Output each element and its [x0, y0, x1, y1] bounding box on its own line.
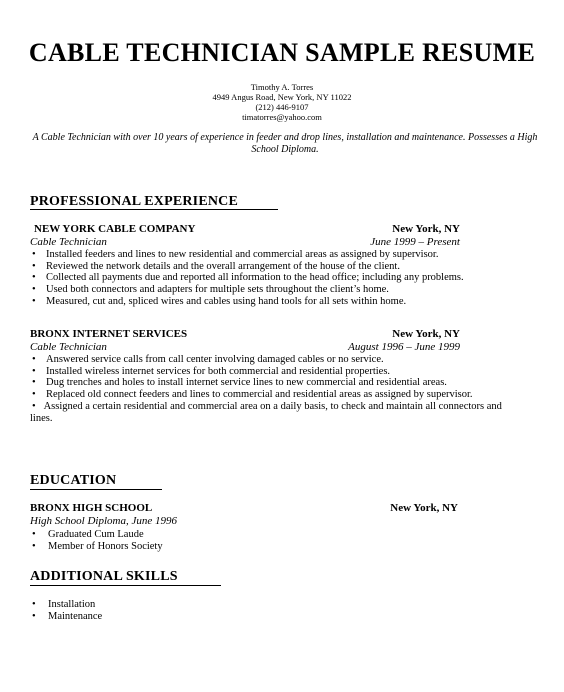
bullet-icon: • — [32, 599, 36, 610]
job-1-dates: June 1999 – Present — [370, 236, 460, 248]
bullet-icon: • — [32, 377, 36, 389]
job-1-role: Cable Technician — [30, 236, 107, 248]
experience-heading-underline — [30, 209, 278, 210]
list-item: • Graduated Cum Laude — [32, 529, 144, 540]
summary-text: A Cable Technician with over 10 years of experience in feeder and drop lines, installation and maintenance. Possesses a High School Diploma. — [32, 132, 538, 155]
bullet-icon: • — [32, 260, 36, 272]
bullet-icon: • — [32, 610, 36, 622]
contact-name: Timothy A. Torres — [250, 82, 314, 92]
list-item: • Replaced old connect feeders and lines to commercial and residential areas as assigned by supervisor. — [32, 389, 473, 401]
bullet-icon: • — [32, 295, 36, 307]
list-item: • Member of Honors Society — [32, 540, 163, 552]
contact-address: 4949 Angus Road, New York, NY 11022 — [212, 92, 352, 102]
job-2-role: Cable Technician — [30, 341, 107, 353]
job-2-dates: August 1996 – June 1999 — [348, 341, 460, 353]
education-heading-underline — [30, 489, 162, 490]
bullet-icon: • — [32, 354, 36, 365]
job-2-bullets — [30, 354, 510, 424]
education-degree: High School Diploma, June 1996 — [30, 515, 177, 527]
list-item: • Dug trenches and holes to install internet service lines to new commercial and residential areas. — [32, 377, 447, 389]
skills-bullets — [30, 599, 510, 622]
bullet-icon: • — [32, 365, 36, 377]
education-bullets — [30, 529, 510, 552]
list-item: • Reviewed the network details and the overall arrangement of the house of the client. — [32, 260, 400, 272]
list-item: • Measured, cut and, spliced wires and cables using hand tools for all sets within home. — [32, 295, 407, 307]
job-1-bullets — [30, 249, 510, 308]
experience-heading: PROFESSIONAL EXPERIENCE — [30, 194, 239, 209]
education-school: BRONX HIGH SCHOOL — [30, 502, 153, 514]
bullet-icon: • — [32, 400, 36, 412]
bullet-icon: • — [32, 540, 36, 552]
list-item: • Installed wireless internet services for both commercial and residential properties. — [32, 365, 391, 377]
job-1-company: NEW YORK CABLE COMPANY — [34, 223, 196, 235]
list-item: • Installation — [32, 599, 96, 610]
job-2-location: New York, NY — [392, 328, 460, 340]
education-heading: EDUCATION — [30, 473, 117, 488]
list-item: • Answered service calls from call center involving damaged cables or no service. — [32, 354, 384, 365]
job-2-company: BRONX INTERNET SERVICES — [30, 328, 188, 340]
list-item: • Used both connectors and adapters for multiple sets throughout the client’s home. — [32, 284, 389, 296]
bullet-icon: • — [32, 272, 36, 284]
contact-phone: (212) 446-9107 — [255, 102, 309, 112]
bullet-icon: • — [32, 389, 36, 401]
list-item: • Maintenance — [32, 610, 103, 622]
list-item: • Collected all payments due and reported all information to the head office; including any problems. — [32, 272, 464, 284]
contact-email: timatorres@yahoo.com — [242, 112, 322, 122]
bullet-icon: • — [32, 529, 36, 540]
list-item: • Installed feeders and lines to new residential and commercial areas as assigned by supervisor. — [32, 249, 439, 260]
resume-title: CABLE TECHNICIAN SAMPLE RESUME — [28, 38, 536, 67]
bullet-icon: • — [32, 284, 36, 296]
education-location: New York, NY — [390, 502, 458, 514]
skills-heading: ADDITIONAL SKILLS — [30, 569, 178, 584]
skills-heading-underline — [30, 585, 221, 586]
list-item: • Assigned a certain residential and commercial area on a daily basis, to check and maintain all connectors and lines. — [30, 400, 502, 424]
job-1-location: New York, NY — [392, 223, 460, 235]
bullet-icon: • — [32, 249, 36, 260]
